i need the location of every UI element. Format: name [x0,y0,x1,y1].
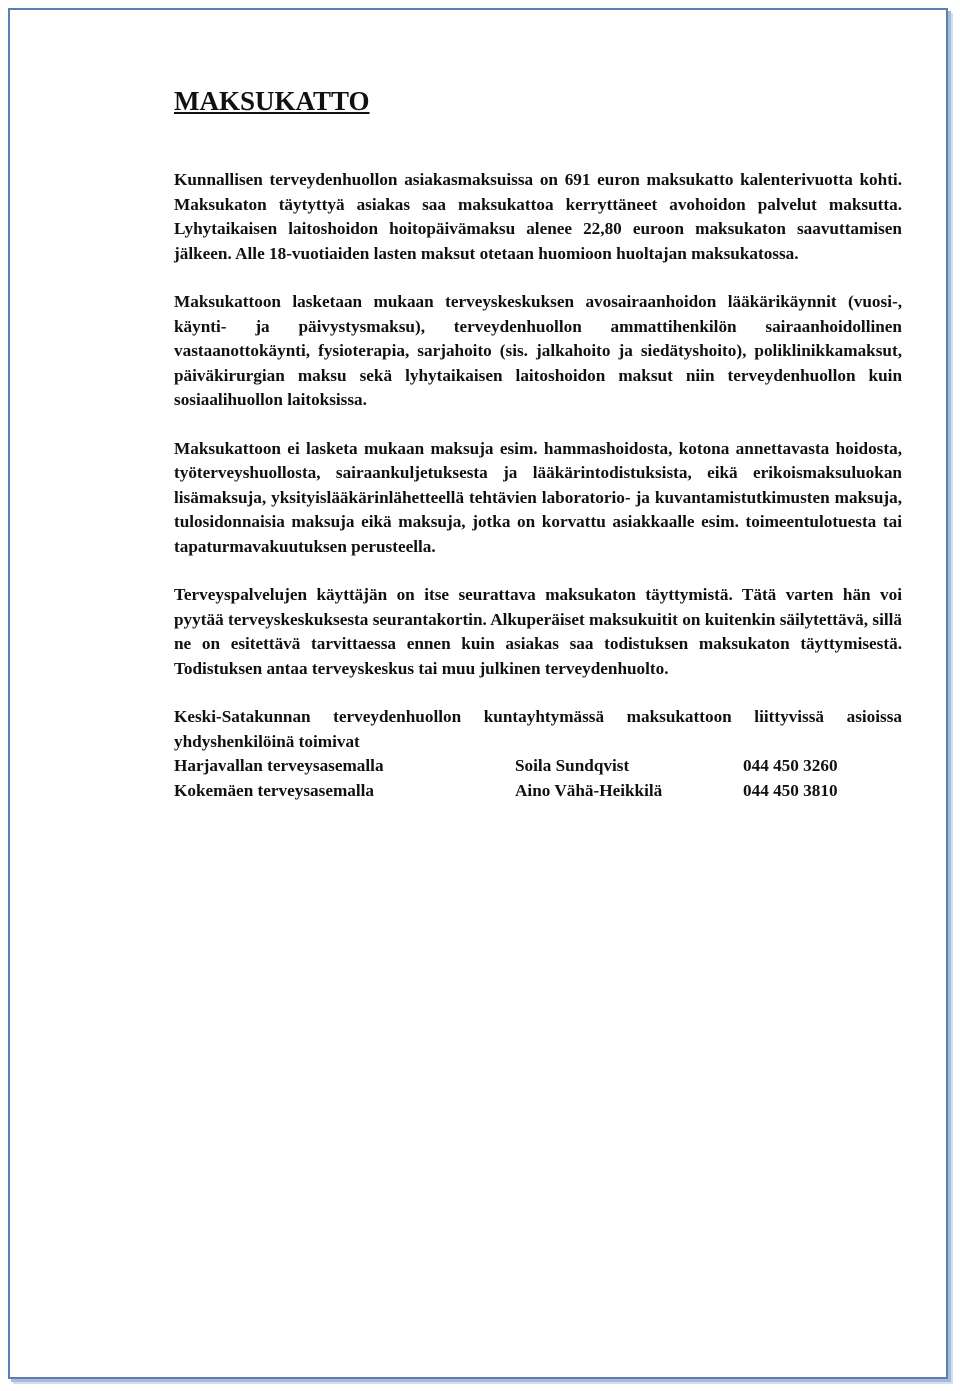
paragraph-tracking: Terveyspalvelujen käyttäjän on itse seurattava maksukaton täyttymistä. Tätä varten hän voi pyytää terveyskeskuksesta seurantakortin. Alkuperäiset maksukuitit on kuitenkin säilytettävä, sillä ne on esitettävä tarvittaessa ennen kuin asiakas saa todistuksen maksukaton täyttymisestä. Todistuksen antaa terveyskeskus tai muu julkinen terveydenhuolto. [174,585,902,678]
contact-place: Harjavallan terveysasemalla [174,756,384,775]
document-body [174,84,902,803]
page-title: MAKSUKATTO [174,86,370,116]
paragraph-payment-cap: Kunnallisen terveydenhuollon asiakasmaksuissa on 691 euron maksukatto kalenterivuotta kohti. Maksukaton täytyttyä asiakas saa maksukattoa kerryttäneet avohoidon palvelut maksutta. Lyhytaikaisen laitoshoidon hoitopäivämaksu alenee 22,80 euroon maksukaton saavuttamisen jälkeen. Alle 18-vuotiaiden lasten maksut otetaan huomioon huoltajan maksukatossa. [174,170,902,263]
paragraph-included-fees: Maksukattoon lasketaan mukaan terveyskeskuksen avosairaanhoidon lääkärikäynnit (vuosi-, käynti- ja päivystysmaksu), terveydenhuollon ammattihenkilön sairaanhoidollinen vastaanottokäynti, fysioterapia, sarjahoito (sis. jalkahoito ja siedätyshoito), poliklinikkamaksut, päiväkirurgian maksu sekä lyhytaikaisen laitoshoidon maksut niin terveydenhuollon kuin sosiaalihuollon laitoksissa. [174,292,902,409]
paragraph-excluded-fees: Maksukattoon ei lasketa mukaan maksuja esim. hammashoidosta, kotona annettavasta hoidosta, työterveyshuollosta, sairaankuljetuksesta ja lääkärintodistuksista, eikä erikoismaksuluokan lisämaksuja, yksityislääkärinlähetteellä tehtävien laboratorio- ja kuvantamistutkimusten maksuja, tulosidonnaisia maksuja eikä maksuja, jotka on korvattu asiakkaalle esim. toimeentulotuesta tai tapaturmavakuutuksen perusteella. [174,438,902,556]
paragraph-contact-intro: Keski-Satakunnan terveydenhuollon kuntayhtymässä maksukattoon liittyvissä asioissa yhdyshenkilöinä toimivat [174,707,902,751]
contact-person: Aino Vähä-Heikkilä [515,780,663,800]
contact-place: Kokemäen terveysasemalla [174,780,374,800]
contact-phone: 044 450 3810 [743,780,838,800]
contact-row [174,779,902,804]
contact-phone: 044 450 3260 [743,756,838,775]
contact-list [174,754,902,803]
contact-row [174,754,902,779]
contact-person: Soila Sundqvist [515,756,630,775]
